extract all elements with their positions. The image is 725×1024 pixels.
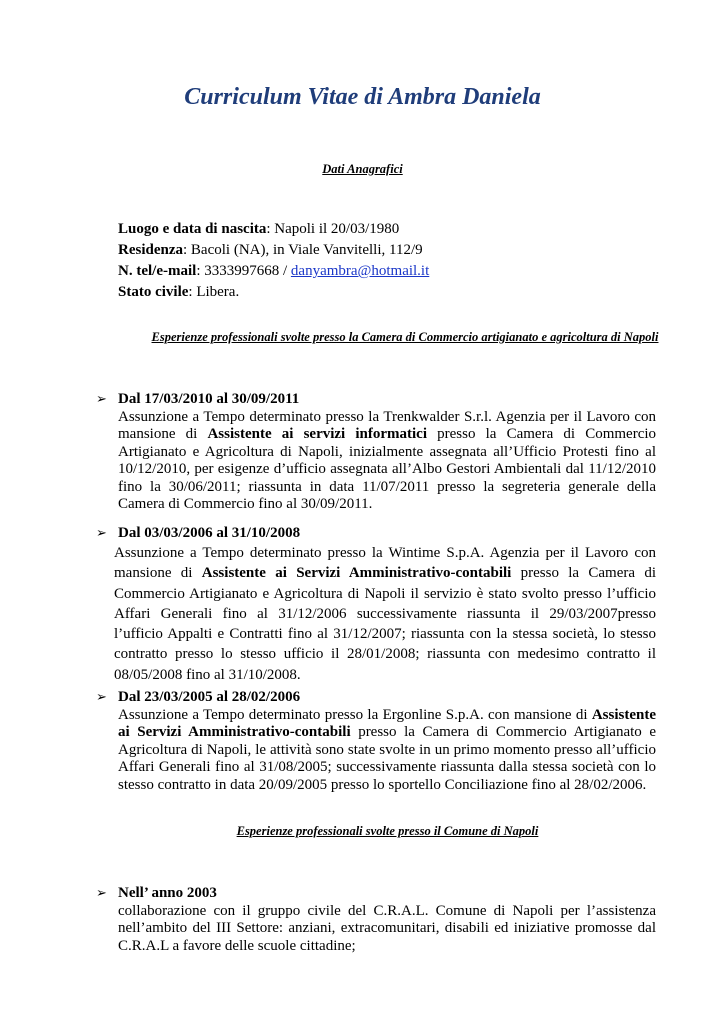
experience-period: Dal 17/03/2010 al 30/09/2011 <box>118 391 300 407</box>
civil-status-row <box>118 282 429 303</box>
residence-label: Residenza <box>118 242 183 258</box>
experience-item <box>96 884 656 955</box>
experience-role: Assistente ai Servizi Amministrativo-contabili <box>118 707 656 741</box>
document-title: Curriculum Vitae di Ambra Daniela <box>184 84 541 110</box>
arrow-bullet-icon: ➢ <box>96 886 107 901</box>
contact-label: N. tel/e-mail <box>118 263 197 279</box>
birth-row <box>118 219 429 240</box>
experience-item <box>96 524 656 685</box>
residence-row <box>118 240 429 261</box>
arrow-bullet-icon: ➢ <box>96 690 107 705</box>
section-heading-anagrafici: Dati Anagrafici <box>322 162 403 176</box>
contact-value: : 3333997668 / <box>196 263 291 279</box>
birth-label: Luogo e data di nascita <box>118 221 267 237</box>
experience-description: Assunzione a Tempo determinato presso la Trenkwalder S.r.l. Agenzia per il Lavoro con mansione di Assistente ai servizi informatici presso la Camera di Commercio Artigianato e Agricoltura di Napoli, inizialmente assegnata all’Ufficio Protesti fino al 10/12/2010, per esigenze d’ufficio assegnata all’Albo Gestori Ambientali dal 11/12/2010 fino la 30/06/2011; riassunta in data 11/07/2011 presso la segreteria generale della Camera di Commercio fino al 30/09/2011. <box>118 409 657 513</box>
section-heading-camera: Esperienze professionali svolte presso la Camera di Commercio artigianato e agricoltura di Napoli <box>151 330 659 344</box>
birth-value: : Napoli il 20/03/1980 <box>266 221 400 237</box>
experience-description: collaborazione con il gruppo civile del C.R.A.L. Comune di Napoli per l’assistenza nell’ambito del III Settore: anziani, extracomunitari, disabili ed iniziative promosse dal C.R.A.L a favore delle scuole cittadine; <box>118 903 656 954</box>
experience-role: Assistente ai servizi informatici <box>207 426 428 443</box>
experience-item <box>96 688 656 794</box>
personal-data <box>118 219 429 303</box>
email-link[interactable]: danyambra@hotmail.it <box>290 263 430 279</box>
experience-period: Nell’ anno 2003 <box>118 885 217 901</box>
section-heading-comune: Esperienze professionali svolte presso il Comune di Napoli <box>236 824 539 838</box>
residence-value: : Bacoli (NA), in Viale Vanvitelli, 112/9 <box>183 242 423 258</box>
experience-description: Assunzione a Tempo determinato presso la Ergonline S.p.A. con mansione di Assistente ai Servizi Amministrativo-contabili presso la Camera di Commercio Artigianato e Agricoltura di Napoli, le attività sono state svolte in un primo momento presso all’ufficio Affari Generali fino al 31/08/2005; successivamente riassunta dalla stessa società con lo stesso contratto in data 20/09/2005 presso lo sportello Conciliazione fino al 28/02/2006. <box>118 707 657 793</box>
arrow-bullet-icon: ➢ <box>96 392 107 407</box>
experience-description: Assunzione a Tempo determinato presso la Wintime S.p.A. Agenzia per il Lavoro con mansione di Assistente ai Servizi Amministrativo-contabili presso la Camera di Commercio Artigianato e Agricoltura di Napoli il servizio è stato svolto presso l’ufficio Affari Generali fino al 31/12/2006 successivamente riassunta il 29/03/2007presso l’ufficio Appalti e Contratti fino al 31/12/2007; riassunta con la stessa società, lo stesso contratto presso lo stesso ufficio il 28/01/2008; riassunta con medesimo contratto il 08/05/2008 fino al 31/10/2008. <box>114 545 657 683</box>
contact-row <box>118 261 429 282</box>
civil-status-label: Stato civile <box>118 284 189 300</box>
arrow-bullet-icon: ➢ <box>96 526 107 541</box>
experience-role: Assistente ai Servizi Amministrativo-contabili <box>201 565 512 582</box>
civil-status-value: : Libera. <box>188 284 240 300</box>
experience-item <box>96 390 656 513</box>
experience-period: Dal 03/03/2006 al 31/10/2008 <box>118 525 301 541</box>
experience-period: Dal 23/03/2005 al 28/02/2006 <box>118 689 301 705</box>
